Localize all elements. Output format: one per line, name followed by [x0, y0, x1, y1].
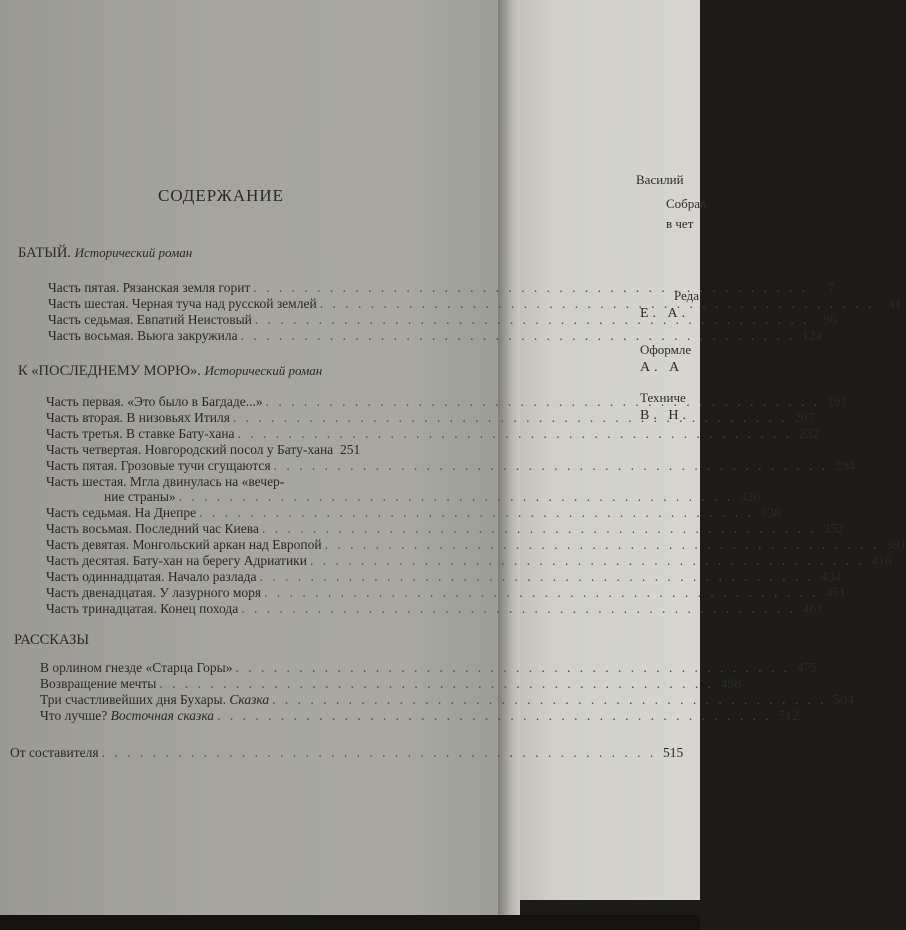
entry-label: Часть девятая. Монгольский аркан над Европой: [46, 537, 322, 552]
entry-label: Возвращение мечты: [40, 676, 157, 691]
toc-entry[interactable]: [46, 442, 426, 458]
entry-page: 416: [871, 553, 892, 568]
entry-label: Часть двенадцатая. У лазурного моря: [46, 585, 262, 600]
entry-label: В орлином гнезде «Старца Горы»: [40, 660, 233, 675]
toc-entry[interactable]: [46, 474, 426, 490]
section-title: БАТЫЙ.: [18, 245, 71, 261]
leader-dots: [255, 312, 810, 328]
entry-label: Часть тринадцатая. Конец похода: [46, 601, 239, 616]
toc-entry[interactable]: [46, 505, 781, 521]
entry-page: 515: [662, 745, 684, 760]
toc-entry[interactable]: [40, 708, 799, 724]
entry-label: ние страны»: [104, 489, 176, 504]
section-heading-stories: [14, 632, 89, 649]
entry-page: 352: [823, 521, 844, 536]
toc-title: СОДЕРЖАНИЕ: [158, 186, 285, 205]
entry-page: 7: [828, 280, 835, 295]
right-page-line: Реда: [674, 288, 700, 303]
entry-page: 320: [740, 489, 761, 504]
entry-page: 124: [801, 328, 823, 343]
entry-page: 251: [339, 442, 361, 457]
toc-entry[interactable]: [46, 569, 842, 585]
leader-dots: [310, 553, 865, 569]
entry-label: [40, 692, 269, 708]
leader-dots: [238, 426, 793, 442]
entry-page: 191: [826, 394, 848, 409]
entry-page: 232: [798, 426, 820, 441]
entry-label: Часть третья. В ставке Бату-хана: [46, 426, 235, 441]
entry-page: 434: [820, 569, 842, 584]
right-page-line: в чет: [666, 216, 694, 231]
entry-label: Часть шестая. Мгла двинулась на «вечер-: [46, 474, 285, 489]
leader-dots: [274, 458, 829, 474]
toc-entry[interactable]: [46, 553, 892, 569]
entry-title: Три счастливейших дня Бухары.: [40, 692, 226, 707]
toc-entry[interactable]: [46, 521, 844, 537]
toc-entry[interactable]: [48, 328, 823, 344]
table-edge: [0, 915, 700, 930]
right-page-line: А. А: [640, 360, 684, 375]
toc-entry-afterword[interactable]: [10, 745, 684, 761]
entry-label: Часть пятая. Грозовые тучи сгущаются: [46, 458, 271, 473]
entry-page: 338: [760, 505, 781, 520]
entry-page: 475: [796, 660, 818, 675]
leader-dots: [325, 537, 880, 553]
entry-label: Часть седьмая. Евпатий Неистовый: [48, 312, 252, 327]
section-heading-batyi: [18, 245, 192, 262]
entry-page: 96: [823, 312, 837, 327]
toc-entry[interactable]: [40, 692, 854, 708]
entry-page: 498: [720, 676, 741, 691]
leader-dots: [320, 296, 875, 312]
entry-page: 391: [886, 537, 906, 552]
entry-label: Часть восьмая. Вьюга закружила: [48, 328, 238, 343]
leader-dots: [264, 585, 819, 601]
toc-entry[interactable]: [48, 296, 902, 312]
right-page-line: Собрав: [666, 196, 707, 211]
right-page-line: Василий: [636, 172, 684, 187]
entry-label: Часть шестая. Черная туча над русской землей: [48, 296, 317, 311]
toc-entry-continuation[interactable]: [104, 489, 761, 505]
entry-page: 294: [834, 458, 856, 473]
right-page: [512, 0, 700, 900]
section-title: РАССКАЗЫ: [14, 632, 89, 648]
toc-entry[interactable]: [40, 676, 741, 692]
leader-dots: [259, 569, 814, 585]
right-page-line: Техниче: [640, 390, 686, 405]
entry-genre: Сказка: [229, 692, 270, 707]
toc-entry[interactable]: [46, 601, 823, 617]
entry-label: Часть одиннадцатая. Начало разлада: [46, 569, 257, 584]
entry-page: 504: [833, 692, 854, 707]
leader-dots: [272, 692, 827, 708]
toc-entry[interactable]: [46, 585, 846, 601]
right-page-line: Е. А.: [640, 306, 690, 321]
leader-dots: [199, 505, 754, 521]
leader-dots: [233, 410, 788, 426]
toc-entry[interactable]: [46, 426, 820, 442]
entry-label: Часть пятая. Рязанская земля горит: [48, 280, 251, 295]
entry-page: 461: [802, 601, 823, 616]
entry-page: 512: [778, 708, 799, 723]
leader-dots: [159, 676, 714, 692]
leader-dots: [241, 328, 796, 344]
leader-dots: [102, 745, 657, 761]
toc-entry[interactable]: [46, 410, 815, 426]
leader-dots: [217, 708, 772, 724]
entry-label: Часть первая. «Это было в Багдаде...»: [46, 394, 263, 409]
toc-entry[interactable]: [46, 537, 906, 553]
toc-entry[interactable]: [46, 458, 856, 474]
entry-label: От составителя: [10, 745, 99, 760]
entry-label: Часть вторая. В низовьях Итиля: [46, 410, 230, 425]
leader-dots: [266, 394, 821, 410]
section-genre: Исторический роман: [74, 245, 193, 260]
entry-label: Часть четвертая. Новгородский посол у Бату-хана: [46, 442, 334, 457]
leader-dots: [179, 489, 734, 505]
section-genre: Исторический роман: [204, 363, 323, 378]
entry-label: Часть седьмая. На Днепре: [46, 505, 197, 520]
entry-title: Что лучше?: [40, 708, 108, 723]
entry-label: Часть восьмая. Последний час Киева: [46, 521, 259, 536]
leader-dots: [262, 521, 817, 537]
leader-dots: [241, 601, 796, 617]
leader-dots: [235, 660, 790, 676]
entry-label: [40, 708, 214, 724]
entry-page: 207: [794, 410, 815, 425]
right-page-line: В. Н.: [640, 408, 690, 423]
leader-dots: [253, 280, 808, 296]
section-title: К «ПОСЛЕДНЕМУ МОРЮ».: [18, 363, 201, 379]
right-page-line: Оформле: [640, 342, 692, 357]
entry-genre: Восточная сказка: [110, 708, 215, 723]
entry-page: 451: [825, 585, 846, 600]
entry-page: 41: [887, 296, 902, 311]
section-heading-more: [18, 363, 322, 380]
toc-entry[interactable]: [40, 660, 818, 676]
entry-label: Часть десятая. Бату-хан на берегу Адриатики: [46, 553, 307, 568]
